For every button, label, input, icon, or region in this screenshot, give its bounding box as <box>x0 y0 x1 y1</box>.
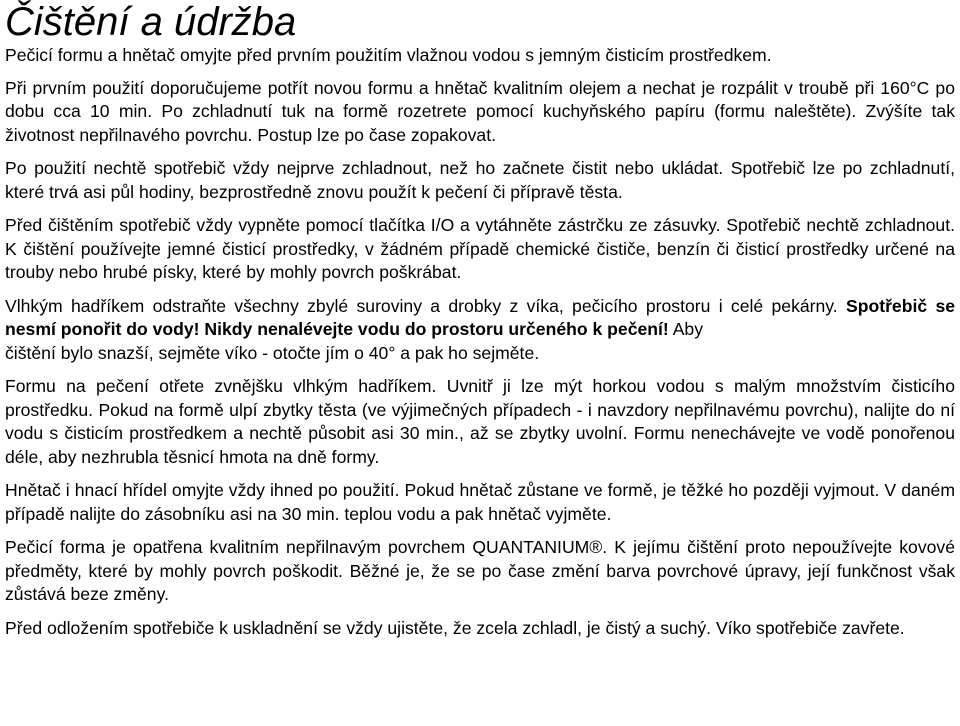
lid-removal-text: čištění bylo snazší, sejměte víko - otočte jím o 40° a pak ho sejměte. <box>5 342 540 363</box>
paragraph-lid-cleaning <box>5 295 955 366</box>
paragraph-oiling: Při prvním použití doporučujeme potřít novou formu a hnětač kvalitním olejem a nechat je rozpálit v troubě při 160°C po dobu cca 10 min. Po zchladnutí tuk na formě rozetrete pomocí kuchyňského papíru (formu naleštěte). Zvýšíte tak životnost nepřilnavého povrchu. Postup lze po čase zopakovat. <box>5 77 955 145</box>
warning-no-water: Spotřebič se nesmí ponořit do vody! Nikdy nenalévejte vodu do prostoru určeného k pečení! <box>5 295 956 339</box>
paragraph-before-cleaning: Před čištěním spotřebič vždy vypněte pomocí tlačítka I/O a vytáhněte zástrčku ze zásuvky. Spotřebič nechtě zchladnout. K čištění používejte jemné čisticí prostředky, v žádném případě chemické čističe, benzín či čisticí prostředky určené na trouby nebo hrubé písky, které by mohly povrch poškrábat. <box>5 215 955 282</box>
paragraph-kneader: Hnětač i hnací hřídel omyjte vždy ihned po použití. Pokud hnětač zůstane ve formě, je těžké ho později vyjmout. V daném případě nalijte do zásobníku asi na 30 min. teplou vodu a pak hnětač vyjměte. <box>5 480 955 524</box>
page-title: Čištění a údržba <box>5 0 297 44</box>
lid-cleaning-text: Vlhkým hadříkem odstraňte všechny zbylé suroviny a drobky z víka, pečicího prostoru i celé pekárny. <box>5 295 838 316</box>
document-page <box>5 0 955 640</box>
paragraph-storage: Před odložením spotřebiče k uskladnění se vždy ujistěte, že zcela zchladl, je čistý a suchý. Víko spotřebiče zavřete. <box>5 617 905 638</box>
paragraph-nonstick-surface: Pečicí forma je opatřena kvalitním nepřilnavým povrchem QUANTANIUM®. K jejímu čištění proto nepoužívejte kovové předměty, které by mohly povrch poškodit. Běžné je, že se po čase změní barva povrchové úpravy, její funkčnost však zůstává beze změny. <box>5 537 955 604</box>
paragraph-baking-form: Formu na pečení otřete zvnějšku vlhkým hadříkem. Uvnitř ji lze mýt horkou vodou s malým množstvím čisticího prostředku. Pokud na formě ulpí zbytky těsta (ve výjimečných případech - i navzdory nepřilnavému povrchu), nalijte do ní vodu s čisticím prostředkem a nechtě působit asi 30 min., až se zbytky uvolní. Formu nenechávejte ve vodě ponořenou déle, aby nezhrubla těsnicí hmota na dně formy. <box>5 376 955 467</box>
paragraph-cooling: Po použití nechtě spotřebič vždy nejprve zchladnout, než ho začnete čistit nebo ukládat. Spotřebič lze po zchladnutí, které trvá asi půl hodiny, bezprostředně znovu použít k pečení či přípravě těsta. <box>5 158 955 202</box>
lid-cleaning-aby: Aby <box>668 319 704 339</box>
paragraph-first-use: Pečicí formu a hnětač omyjte před prvním použitím vlažnou vodou s jemným čisticím prostředkem. <box>5 45 772 65</box>
